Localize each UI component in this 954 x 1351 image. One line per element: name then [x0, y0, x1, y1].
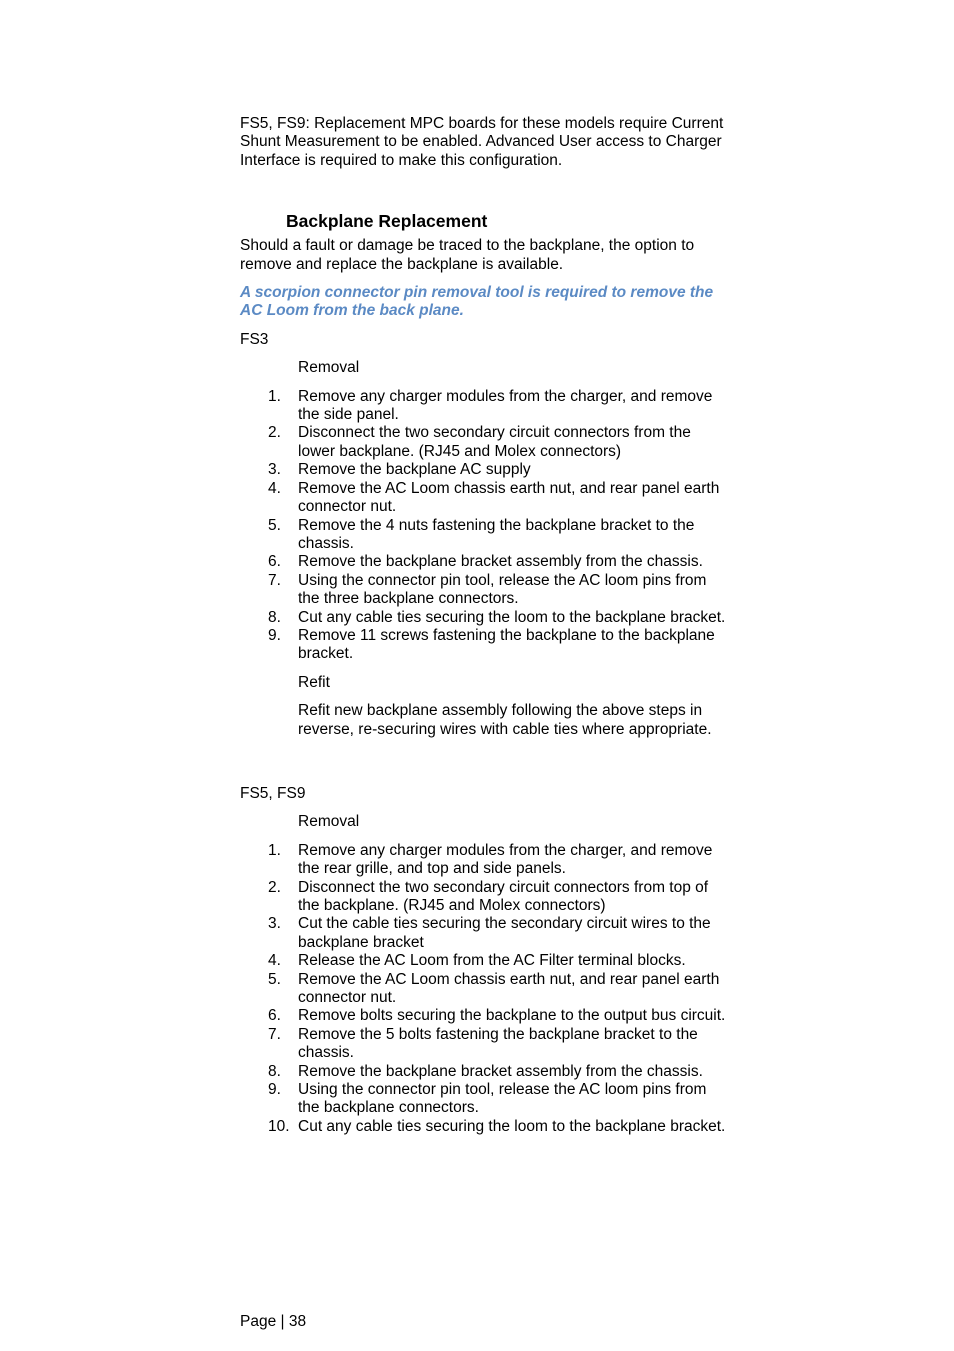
- step-number: 5.: [268, 516, 281, 534]
- step-number: 1.: [268, 841, 281, 859]
- step-text: Disconnect the two secondary circuit connectors from the lower backplane. (RJ45 and Molex connectors): [298, 424, 691, 460]
- list-item: [240, 572, 730, 609]
- step-number: 9.: [268, 1081, 281, 1099]
- model-heading-fs5-fs9: FS5, FS9: [240, 784, 306, 802]
- tool-note: A scorpion connector pin removal tool is required to remove the AC Loom from the back plane.: [240, 284, 714, 320]
- list-item: [240, 517, 730, 554]
- step-text: Remove the AC Loom chassis earth nut, and rear panel earth connector nut.: [298, 970, 720, 1007]
- step-text: Remove the 5 bolts fastening the backplane bracket to the chassis.: [298, 1025, 698, 1062]
- step-text: Remove the backplane AC supply: [298, 461, 531, 479]
- step-text: Remove any charger modules from the charger, and remove the rear grille, and top and side panels.: [298, 841, 713, 878]
- list-item: [240, 424, 730, 461]
- section-paragraph: Should a fault or damage be traced to the backplane, the option to remove and replace the backplane is available.: [240, 237, 695, 273]
- steps-list-fs3: [240, 388, 730, 664]
- page-body: [240, 115, 730, 1146]
- list-item: [240, 627, 730, 664]
- removal-heading-fs3: Removal: [298, 359, 360, 377]
- step-text: Disconnect the two secondary circuit connectors from top of the backplane. (RJ45 and Molex connectors): [298, 878, 709, 914]
- step-number: 5.: [268, 970, 281, 988]
- step-number: 9.: [268, 626, 281, 644]
- intro-note: FS5, FS9: Replacement MPC boards for these models require Current Shunt Measurement to be enabled. Advanced User access to Charger Interface is required to make this configuration.: [240, 115, 724, 169]
- section-title: Backplane Replacement: [286, 211, 488, 232]
- list-item: [240, 461, 730, 479]
- step-number: 10.: [268, 1117, 290, 1135]
- step-number: 3.: [268, 461, 281, 479]
- step-text: Remove the AC Loom chassis earth nut, and rear panel earth connector nut.: [298, 479, 720, 516]
- step-number: 2.: [268, 878, 281, 896]
- step-text: Release the AC Loom from the AC Filter terminal blocks.: [298, 952, 686, 970]
- list-item: [240, 842, 730, 879]
- step-number: 6.: [268, 553, 281, 571]
- step-text: Remove the 4 nuts fastening the backplane bracket to the chassis.: [298, 516, 695, 552]
- step-number: 4.: [268, 479, 281, 497]
- step-number: 4.: [268, 952, 281, 970]
- step-number: 2.: [268, 424, 281, 442]
- step-text: Cut any cable ties securing the loom to the backplane bracket.: [298, 1117, 726, 1135]
- list-item: [240, 1081, 730, 1118]
- step-text: Cut any cable ties securing the loom to the backplane bracket.: [298, 608, 726, 626]
- step-text: Remove any charger modules from the charger, and remove the side panel.: [298, 387, 713, 424]
- step-number: 7.: [268, 571, 281, 589]
- list-item: [240, 971, 730, 1008]
- list-item: [240, 915, 730, 952]
- step-text: Using the connector pin tool, release the AC loom pins from the backplane connectors.: [298, 1081, 707, 1117]
- step-text: Using the connector pin tool, release the AC loom pins from the three backplane connectors.: [298, 571, 707, 608]
- step-number: 6.: [268, 1007, 281, 1025]
- list-item: [240, 609, 730, 627]
- list-item: [240, 1063, 730, 1081]
- removal-heading-fs5-fs9: Removal: [298, 813, 360, 831]
- refit-text-fs3: Refit new backplane assembly following the above steps in reverse, re-securing wires with cable ties where appropriate.: [298, 702, 712, 738]
- step-text: Remove the backplane bracket assembly from the chassis.: [298, 1062, 703, 1080]
- list-item: [240, 480, 730, 517]
- list-item: [240, 879, 730, 916]
- step-text: Remove 11 screws fastening the backplane to the backplane bracket.: [298, 626, 715, 663]
- list-item: [240, 1007, 730, 1025]
- list-item: [240, 388, 730, 425]
- step-number: 7.: [268, 1025, 281, 1043]
- page-footer: Page | 38: [240, 1313, 307, 1330]
- list-item: [240, 553, 730, 571]
- list-item: [240, 1026, 730, 1063]
- step-number: 8.: [268, 608, 281, 626]
- step-text: Remove the backplane bracket assembly from the chassis.: [298, 553, 703, 571]
- list-item: [240, 952, 730, 970]
- step-number: 8.: [268, 1062, 281, 1080]
- step-text: Cut the cable ties securing the secondary circuit wires to the backplane bracket: [298, 915, 711, 951]
- step-number: 3.: [268, 915, 281, 933]
- model-heading-fs3: FS3: [240, 330, 269, 348]
- refit-heading-fs3: Refit: [298, 673, 330, 691]
- step-number: 1.: [268, 387, 281, 405]
- step-text: Remove bolts securing the backplane to the output bus circuit.: [298, 1007, 726, 1025]
- list-item: [240, 1118, 730, 1136]
- steps-list-fs5-fs9: [240, 842, 730, 1137]
